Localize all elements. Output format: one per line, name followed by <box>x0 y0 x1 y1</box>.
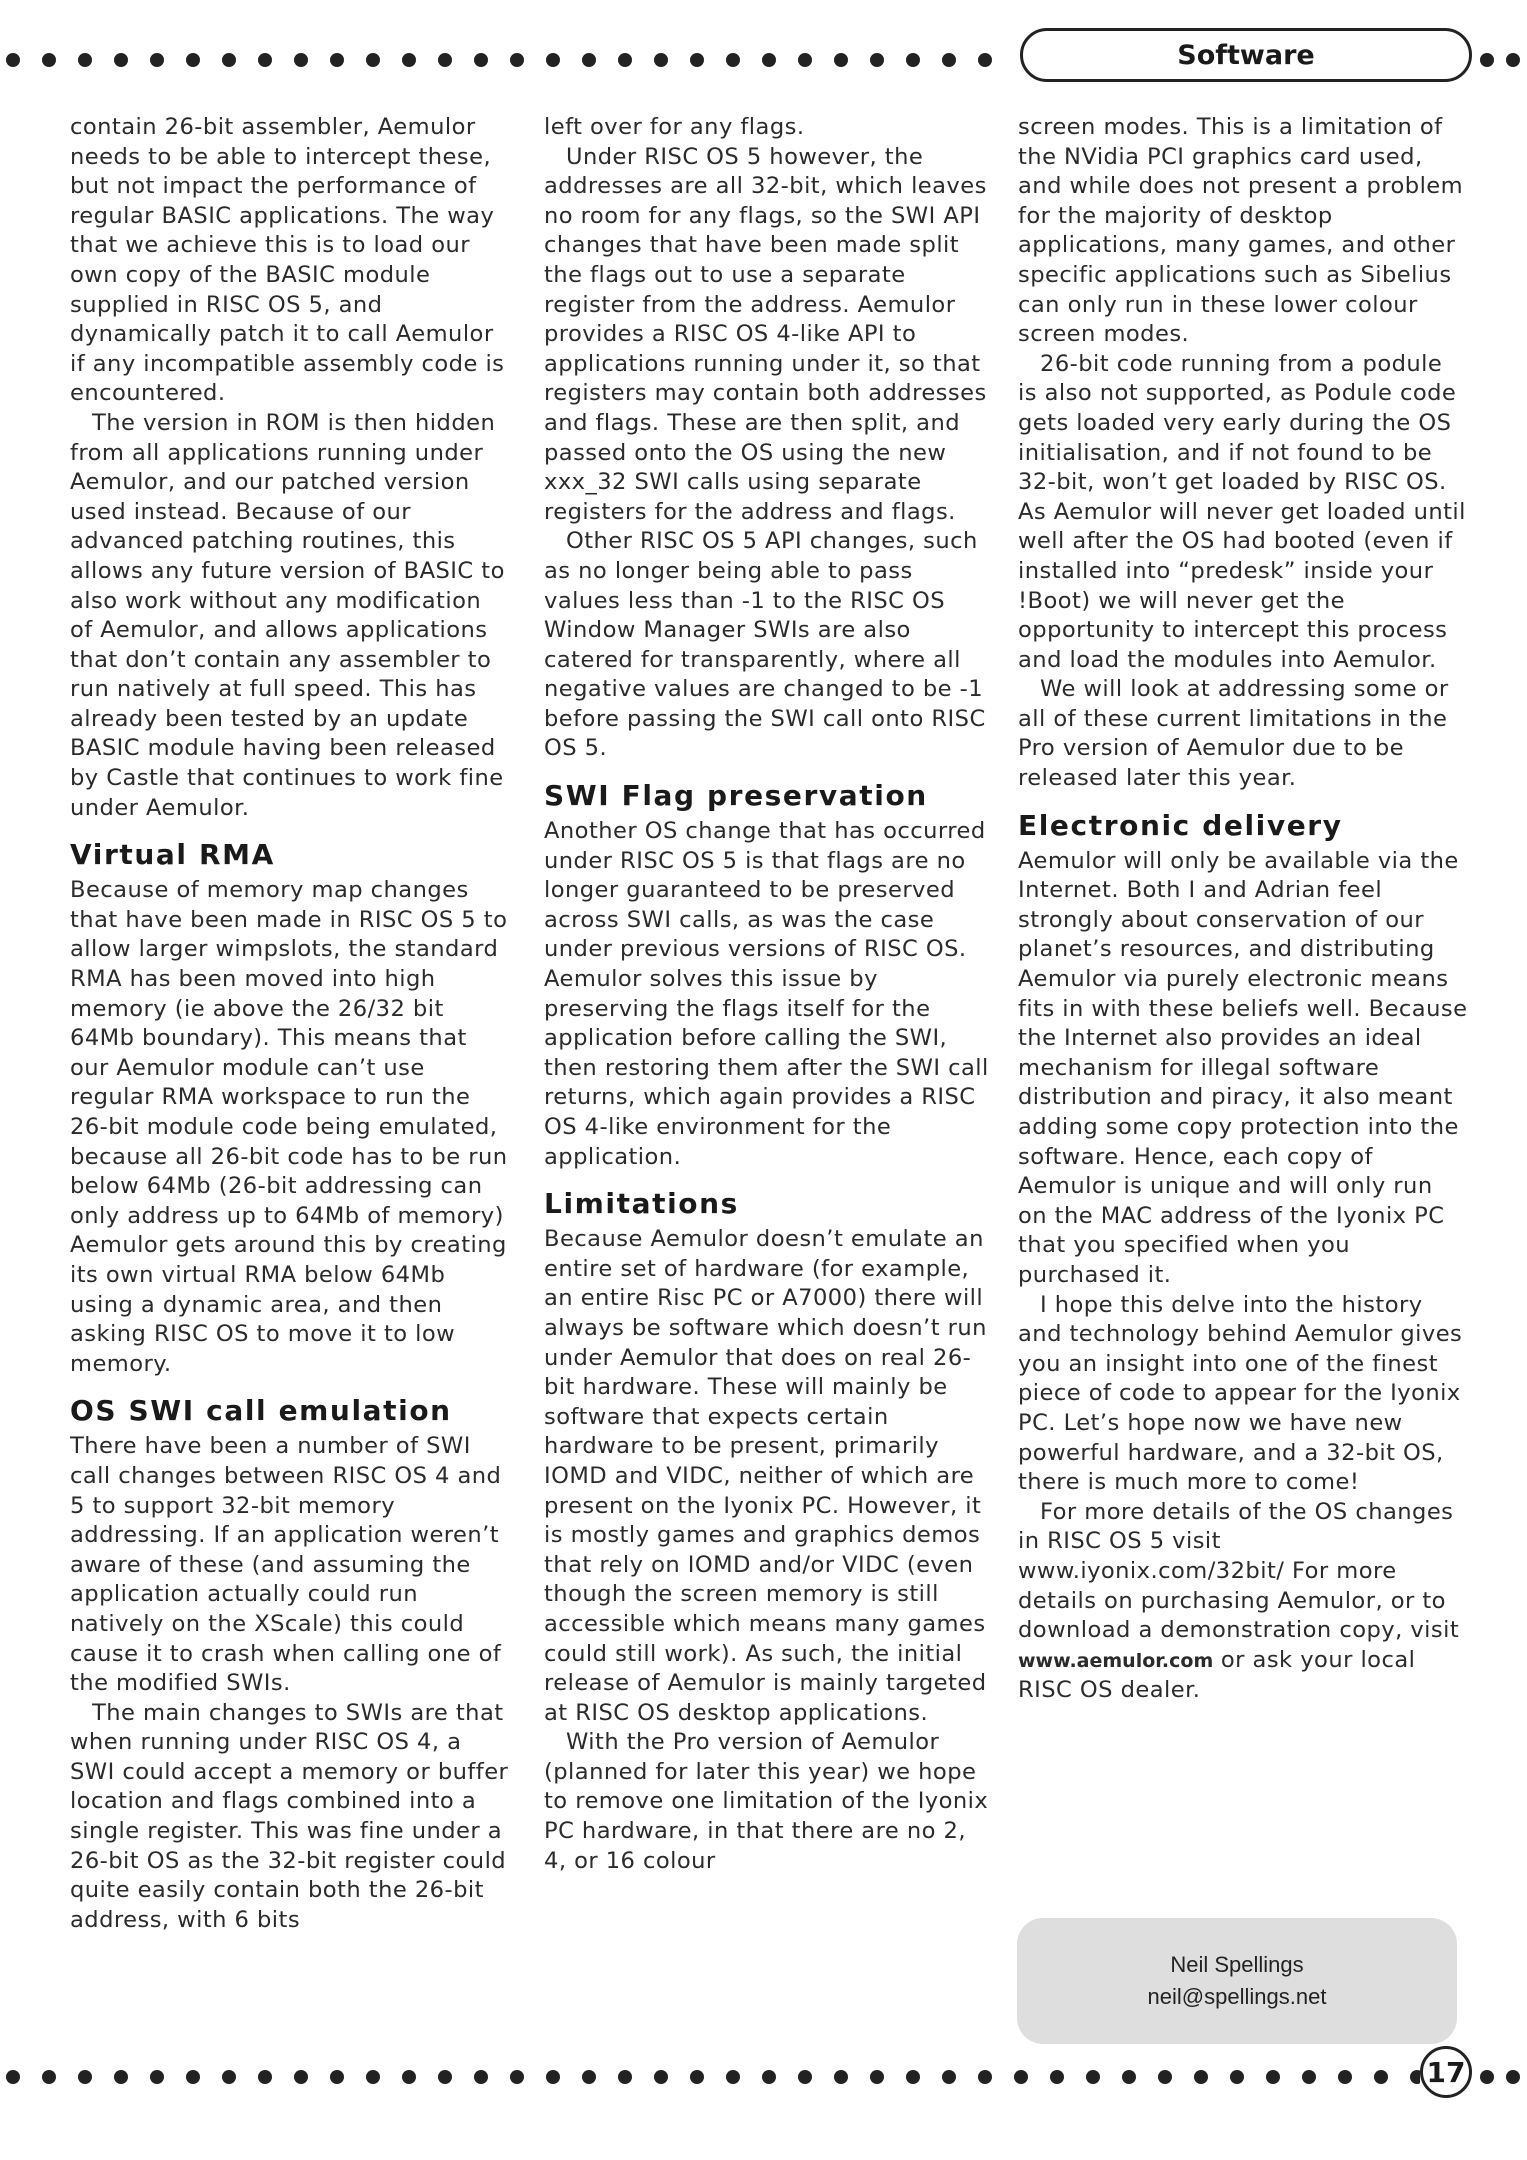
section-heading: Virtual RMA <box>70 838 275 872</box>
paragraph: contain 26-bit assembler, Aemulor needs to be able to intercept these, but not impact the performance of regular BASIC applications. The way that we achieve this is to load our own copy of the BASIC module supplied in RISC OS 5, and dynamically patch it to call Aemulor if any incompatible assembly code is encountered. <box>70 114 505 407</box>
paragraph: The main changes to SWIs are that when running under RISC OS 4, a SWI could accept a memory or buffer location and flags combined into a single register. This was fine under a 26-bit OS as the 32-bit register could quite easily contain both the 26-bit address, with 6 bits <box>70 1699 509 1933</box>
paragraph: Because of memory map changes that have been made in RISC OS 5 to allow larger wimpslots, the standard RMA has been moved into high memory (ie above the 26/32 bit 64Mb boundary). This means that our Aemulor module can’t use regular RMA workspace to run the 26-bit module code being emulated, because all 26-bit code has to be run below 64Mb (26-bit addressing can only address up to 64Mb of memory) Aemulor gets around this by creating its own virtual RMA below 64Mb using a dynamic area, and then asking RISC OS to move it to low memory. <box>70 877 508 1377</box>
footer-dot-rule <box>0 2063 1527 2091</box>
section-tag <box>1020 28 1472 82</box>
paragraph-text: For more details of the OS changes in RISC OS 5 visit www.iyonix.com/32bit/ For more details on purchasing Aemulor, or to download a demonstration copy, visit <box>1018 1498 1460 1644</box>
paragraph: screen modes. This is a limitation of the NVidia PCI graphics card used, and while does not present a problem for the majority of desktop applications, many games, and other specific applications such as Sibelius can only run in these lower colour screen modes. <box>1018 114 1464 348</box>
article-column-2 <box>544 113 994 1876</box>
paragraph-text: or ask your local RISC OS dealer. <box>1018 1646 1416 1704</box>
section-heading: Electronic delivery <box>1018 808 1343 842</box>
page-number: 17 <box>1420 2046 1472 2098</box>
paragraph: Under RISC OS 5 however, the addresses are all 32-bit, which leaves no room for any flags, so the SWI API changes that have been made split the flags out to use a separate register from the address. Aemulor provides a RISC OS 4-like API to applications running under it, so that registers may contain both addresses and flags. These are then split, and passed onto the OS using the new xxx_32 SWI calls using separate registers for the address and flags. <box>544 143 987 525</box>
article-column-3 <box>1018 113 1468 1706</box>
paragraph: With the Pro version of Aemulor (planned for later this year) we hope to remove one limitation of the Iyonix PC hardware, in that there are no 2, 4, or 16 colour <box>544 1729 989 1874</box>
paragraph: left over for any flags. <box>544 114 805 140</box>
author-box <box>1017 1918 1457 2044</box>
dot-rule-pattern <box>0 2063 1420 2091</box>
footer-end-dot <box>1480 2070 1494 2084</box>
article-column-1 <box>70 113 510 1935</box>
footer-end-dot <box>1506 2070 1520 2084</box>
author-name: Neil Spellings <box>1170 1952 1304 1977</box>
paragraph: I hope this delve into the history and technology behind Aemulor gives you an insight into one of the finest piece of code to appear for the Iyonix PC. Let’s hope now we have new powerful hardware, and a 32-bit OS, there is much more to come! <box>1018 1291 1463 1496</box>
section-heading: SWI Flag preservation <box>544 779 928 813</box>
paragraph <box>1018 1498 1468 1706</box>
section-heading: OS SWI call emulation <box>70 1394 452 1428</box>
aemulor-url: www.aemulor.com <box>1018 1649 1214 1672</box>
paragraph: Another OS change that has occurred under RISC OS 5 is that flags are no longer guaranteed to be preserved across SWI calls, as was the case under previous versions of RISC OS. Aemulor solves this issue by preserving the flags itself for the application before calling the SWI, then restoring them after the SWI call returns, which again provides a RISC OS 4-like environment for the application. <box>544 818 989 1170</box>
section-heading: Limitations <box>544 1187 739 1221</box>
paragraph: We will look at addressing some or all of these current limitations in the Pro version of Aemulor due to be released later this year. <box>1018 676 1449 792</box>
section-title: Software <box>1177 39 1315 71</box>
header-end-dot <box>1506 53 1520 67</box>
paragraph: There have been a number of SWI call changes between RISC OS 4 and 5 to support 32-bit memory addressing. If an application weren’t aware of these (and assuming the application actually could run natively on the XScale) this could cause it to crash when calling one of the modified SWIs. <box>70 1433 502 1697</box>
dot-rule-pattern <box>0 46 1010 74</box>
paragraph: Aemulor will only be available via the Internet. Both I and Adrian feel strongly about conservation of our planet’s resources, and distributing Aemulor via purely electronic means fits in with these beliefs well. Because the Internet also provides an ideal mechanism for illegal software distribution and piracy, it also meant adding some copy protection into the software. Hence, each copy of Aemulor is unique and will only run on the MAC address of the Iyonix PC that you specified when you purchased it. <box>1018 847 1468 1288</box>
header-end-dot <box>1480 53 1494 67</box>
paragraph: Other RISC OS 5 API changes, such as no longer being able to pass values less than -1 to the RISC OS Window Manager SWIs are also catered for transparently, where all negative values are changed to be -1 before passing the SWI call onto RISC OS 5. <box>544 528 986 762</box>
paragraph: Because Aemulor doesn’t emulate an entire set of hardware (for example, an entire Risc PC or A7000) there will always be software which doesn’t run under Aemulor that does on real 26-bit hardware. These will mainly be software that expects certain hardware to be present, primarily IOMD and VIDC, neither of which are present on the Iyonix PC. However, it is mostly games and graphics demos that rely on IOMD and/or VIDC (even though the screen memory is still accessible which means many games could still work). As such, the initial release of Aemulor is mainly targeted at RISC OS desktop applications. <box>544 1226 987 1726</box>
paragraph: 26-bit code running from a podule is also not supported, as Podule code gets loaded very early during the OS initialisation, and if not found to be 32-bit, won’t get loaded by RISC OS. As Aemulor will never get loaded until well after the OS had booted (even if installed into “predesk” inside your !Boot) we will never get the opportunity to intercept this process and load the modules into Aemulor. <box>1018 350 1466 673</box>
author-email: neil@spellings.net <box>1147 1984 1327 2009</box>
paragraph: The version in ROM is then hidden from all applications running under Aemulor, and our patched version used instead. Because of our advanced patching routines, this allows any future version of BASIC to also work without any modification of Aemulor, and allows applications that don’t contain any assembler to run natively at full speed. This has already been tested by an update BASIC module having been released by Castle that continues to work fine under Aemulor. <box>70 409 505 821</box>
